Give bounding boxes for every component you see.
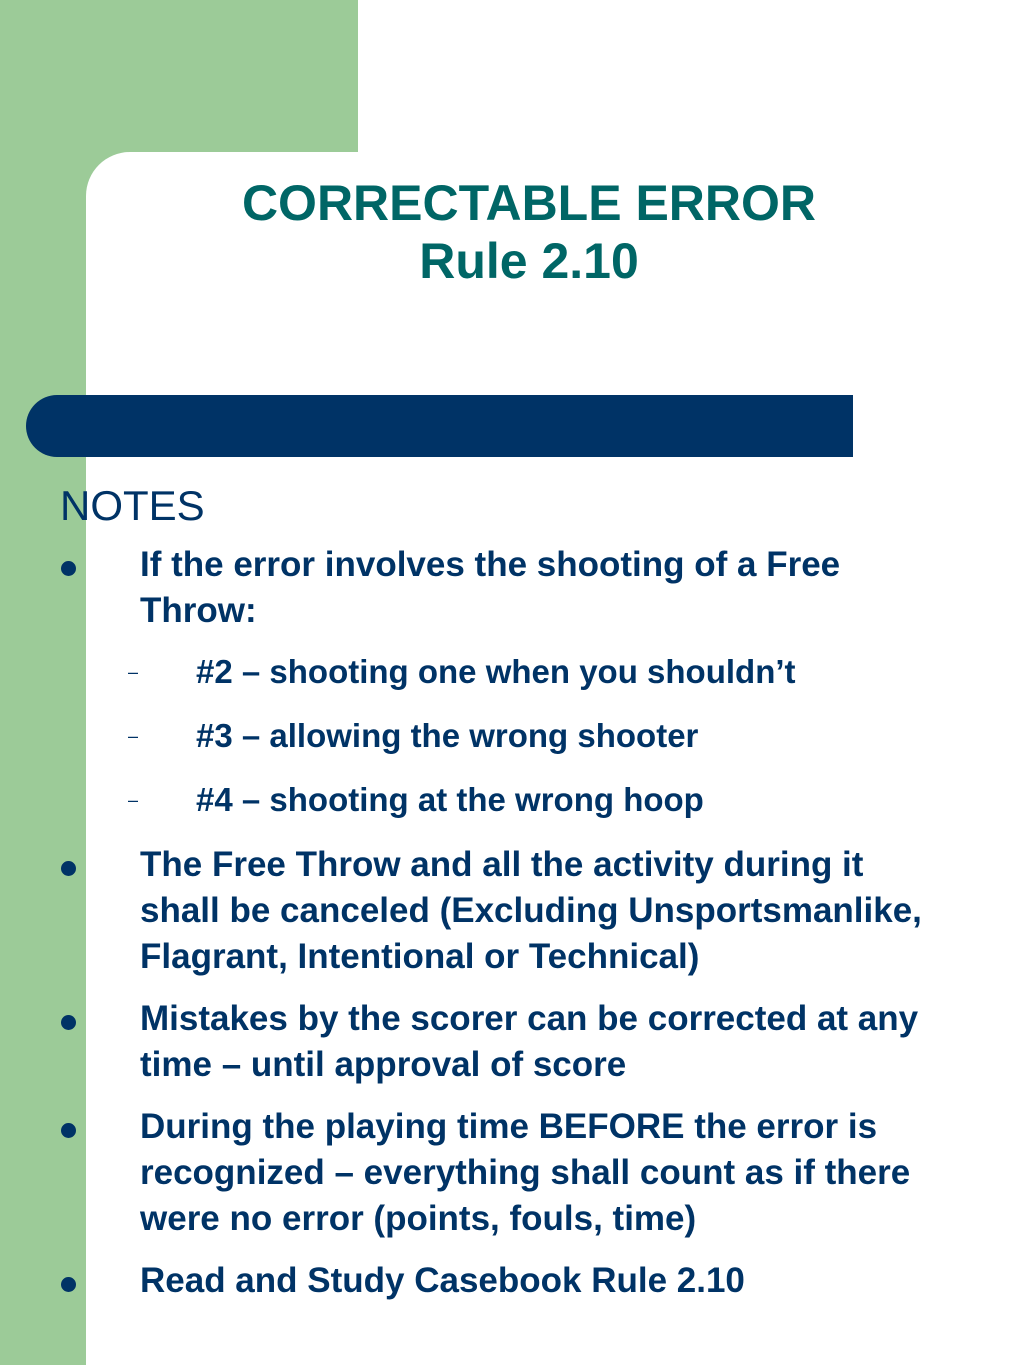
dash-icon: –	[128, 726, 139, 746]
bullet-text: If the error involves the shooting of a Free Throw:	[140, 545, 841, 630]
bullet-text: Read and Study Casebook Rule 2.10	[140, 1261, 745, 1300]
sub-bullet-text: #3 – allowing the wrong shooter	[196, 717, 699, 754]
bullet-text: Mistakes by the scorer can be corrected at any time – until approval of score	[140, 999, 919, 1084]
decorative-navy-bar	[26, 395, 853, 457]
slide-title: CORRECTABLE ERROR	[241, 175, 817, 231]
bullet-list	[0, 542, 1024, 1320]
bullet-item	[0, 1104, 950, 1242]
bullet-item	[0, 1258, 950, 1304]
sub-bullet-item	[0, 778, 1024, 822]
slide-subtitle: Rule 2.10	[419, 233, 639, 289]
bullet-item	[0, 542, 950, 634]
sub-bullet-list	[0, 650, 1024, 822]
bullet-icon	[61, 1277, 76, 1292]
bullet-icon	[61, 1015, 76, 1030]
section-heading: NOTES	[60, 482, 205, 529]
bullet-item	[0, 842, 950, 980]
bullet-item	[0, 996, 950, 1088]
bullet-icon	[61, 861, 76, 876]
sub-bullet-text: #2 – shooting one when you shouldn’t	[196, 653, 796, 690]
dash-icon: –	[128, 790, 139, 810]
bullet-text: During the playing time BEFORE the error is recognized – everything shall count as if there were no error (points, fouls, time)	[140, 1107, 911, 1238]
bullet-icon	[61, 1123, 76, 1138]
sub-bullet-item	[0, 650, 1024, 694]
sub-bullet-item	[0, 714, 1024, 758]
sub-bullet-text: #4 – shooting at the wrong hoop	[196, 781, 704, 818]
dash-icon: –	[128, 662, 139, 682]
bullet-text: The Free Throw and all the activity during it shall be canceled (Excluding Unsportsmanlike, Flagrant, Intentional or Technical)	[140, 845, 922, 976]
bullet-icon	[61, 561, 76, 576]
